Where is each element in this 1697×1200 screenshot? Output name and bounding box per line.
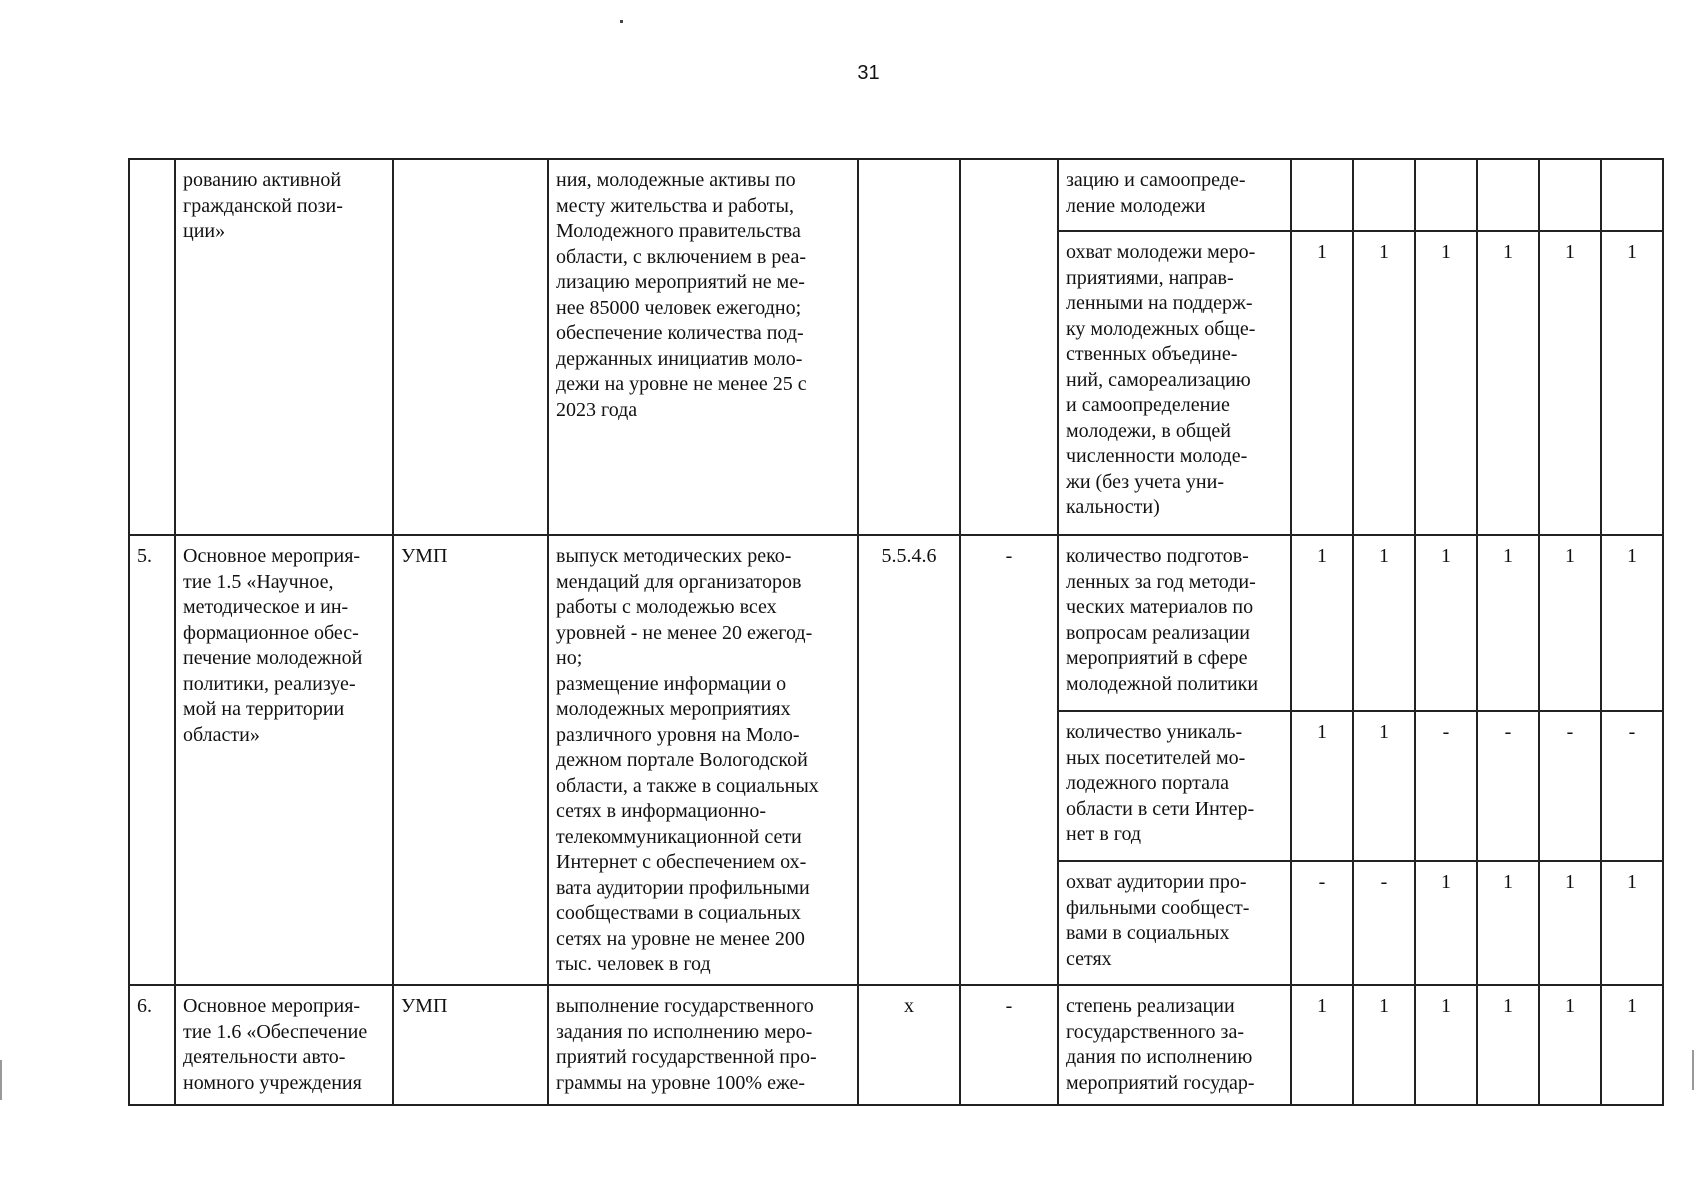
- indicator-value: 1: [1539, 861, 1601, 985]
- table-row: [129, 985, 1663, 1105]
- indicator-value: 1: [1291, 711, 1353, 861]
- indicator-value: -: [1477, 711, 1539, 861]
- indicator-value: [1415, 159, 1477, 231]
- indicator-value: 1: [1539, 985, 1601, 1105]
- indicator-text: охват аудитории про- фильными сообщест- вами в социальных сетях: [1058, 861, 1291, 985]
- indicator-value: -: [1291, 861, 1353, 985]
- scan-speck: [0, 1060, 2, 1100]
- indicator-value: 1: [1601, 985, 1663, 1105]
- indicator-value: 1: [1601, 861, 1663, 985]
- event-name: Основное мероприя- тие 1.5 «Научное, методическое и ин- формационное обес- печение молодежной политики, реализуе- мой на территории области»: [175, 535, 393, 985]
- indicator-value: [1539, 159, 1601, 231]
- table-row: [129, 535, 1663, 711]
- row-number: [129, 159, 175, 535]
- indicator-value: [1291, 159, 1353, 231]
- executor: [393, 159, 548, 535]
- indicator-value: 1: [1539, 535, 1601, 711]
- indicator-text: степень реализации государственного за- дания по исполнению мероприятий государ-: [1058, 985, 1291, 1105]
- expected-result: выпуск методических реко- мендаций для организаторов работы с молодежью всех уровней - не менее 20 ежегод- но; размещение информации о молодежных мероприятиях различного уровня на Моло- дежном портале Вологодской области, а также в социальных сетях в информационно- телекоммуникационной сети Интернет с обеспечением ох- вата аудитории профильными сообществами в социальных сетях на уровне не менее 200 тыс. человек в год: [548, 535, 858, 985]
- indicator-value: 1: [1353, 985, 1415, 1105]
- indicator-value: 1: [1353, 231, 1415, 535]
- indicator-value: 1: [1477, 861, 1539, 985]
- indicator-text: количество подготов- ленных за год методи- ческих материалов по вопросам реализации мероприятий в сфере молодежной политики: [1058, 535, 1291, 711]
- row-number: 6.: [129, 985, 175, 1105]
- table-row: [129, 159, 1663, 231]
- expected-result: ния, молодежные активы по месту жительства и работы, Молодежного правительства области, с включением в реа- лизацию мероприятий не ме- нее 85000 человек ежегодно; обеспечение количества под- держанных инициатив моло- дежи на уровне не менее 25 с 2023 года: [548, 159, 858, 535]
- indicator-value: 1: [1353, 535, 1415, 711]
- program-code: 5.5.4.6: [858, 535, 960, 985]
- indicator-value: 1: [1539, 231, 1601, 535]
- indicator-value: 1: [1477, 535, 1539, 711]
- indicator-value: 1: [1291, 535, 1353, 711]
- event-name: Основное мероприя- тие 1.6 «Обеспечение деятельности авто- номного учреждения: [175, 985, 393, 1105]
- indicator-value: 1: [1353, 711, 1415, 861]
- scan-speck: [620, 20, 623, 23]
- indicator-value: [1353, 159, 1415, 231]
- indicator-text: зацию и самоопреде- ление молодежи: [1058, 159, 1291, 231]
- executor: УМП: [393, 985, 548, 1105]
- indicator-value: 1: [1415, 861, 1477, 985]
- indicator-value: -: [1539, 711, 1601, 861]
- program-code: х: [858, 985, 960, 1105]
- indicator-value: [1477, 159, 1539, 231]
- indicator-value: 1: [1601, 535, 1663, 711]
- indicator-value: 1: [1291, 231, 1353, 535]
- link-mark: -: [960, 985, 1058, 1105]
- program-table: [128, 158, 1664, 1106]
- indicator-value: [1601, 159, 1663, 231]
- indicator-value: -: [1415, 711, 1477, 861]
- event-name: рованию активной гражданской пози- ции»: [175, 159, 393, 535]
- indicator-text: количество уникаль- ных посетителей мо- лодежного портала области в сети Интер- нет в год: [1058, 711, 1291, 861]
- indicator-value: 1: [1415, 985, 1477, 1105]
- indicator-value: 1: [1477, 231, 1539, 535]
- indicator-value: 1: [1601, 231, 1663, 535]
- indicator-value: 1: [1291, 985, 1353, 1105]
- indicator-value: 1: [1415, 535, 1477, 711]
- indicator-value: -: [1601, 711, 1663, 861]
- indicator-value: 1: [1477, 985, 1539, 1105]
- page-number: 31: [857, 62, 880, 84]
- indicator-value: 1: [1415, 231, 1477, 535]
- indicator-value: -: [1353, 861, 1415, 985]
- row-number: 5.: [129, 535, 175, 985]
- scan-speck: [1692, 1050, 1694, 1090]
- link-mark: -: [960, 535, 1058, 985]
- link-mark: [960, 159, 1058, 535]
- program-code: [858, 159, 960, 535]
- expected-result: выполнение государственного задания по исполнению меро- приятий государственной про- граммы на уровне 100% еже-: [548, 985, 858, 1105]
- indicator-text: охват молодежи меро- приятиями, направ- ленными на поддерж- ку молодежных обще- ственных объедине- ний, самореализацию и самоопределение молодежи, в общей численности молоде- жи (без учета уни- кальности): [1058, 231, 1291, 535]
- executor: УМП: [393, 535, 548, 985]
